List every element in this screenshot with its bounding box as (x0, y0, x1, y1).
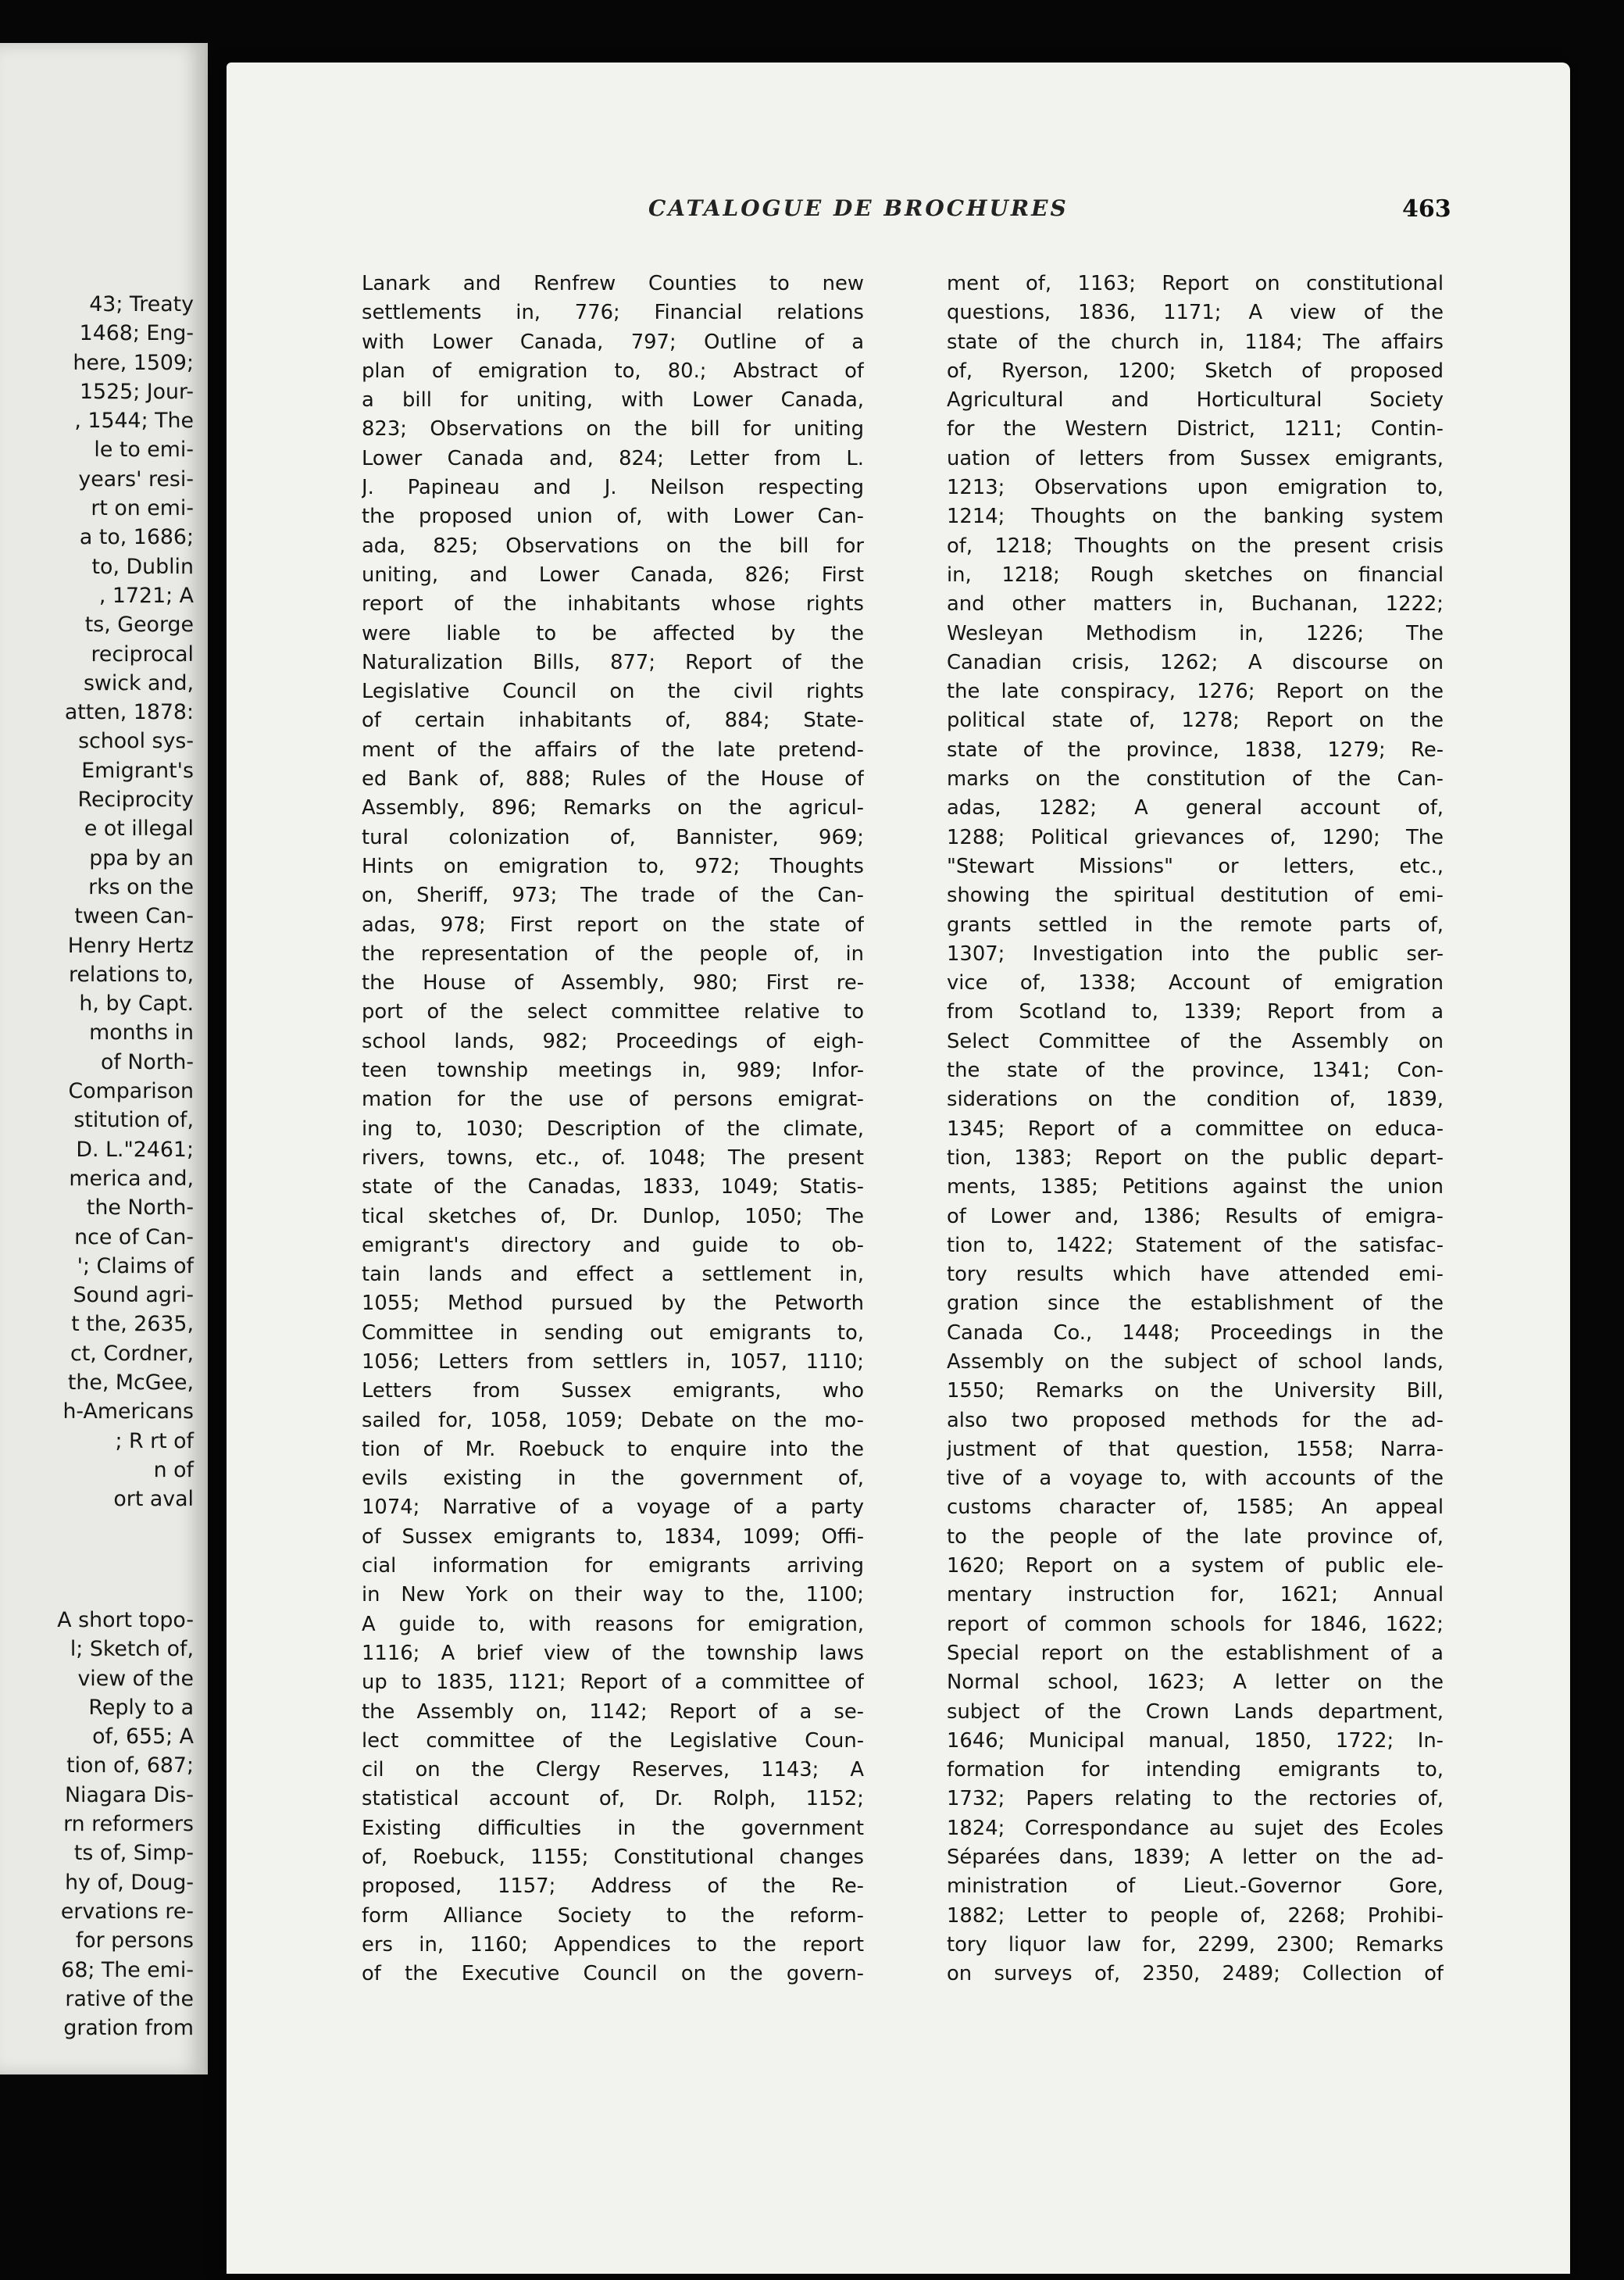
text-line: Committee in sending out emigrants to, (362, 1320, 864, 1345)
text-line: Lanark and Renfrew Counties to new (362, 272, 864, 295)
text-line: with Lower Canada, 797; Outline of a (362, 330, 864, 354)
text-line: 1345; Report of a committee on educa- (947, 1117, 1444, 1141)
text-line: on, Sheriff, 973; The trade of the Can- (362, 884, 864, 908)
text-line: 1468; Eng- (79, 321, 194, 346)
text-line: ing to, 1030; Description of the climate, (362, 1117, 864, 1141)
text-line: ts of, Simp- (73, 1841, 194, 1866)
text-line: school lands, 982; Proceedings of eigh- (362, 1029, 864, 1053)
text-line: e ot illegal (84, 817, 194, 842)
text-line: ppa by an (89, 845, 194, 870)
text-line: vice of, 1338; Account of emigration (947, 971, 1444, 995)
text-line: a to, 1686; (79, 525, 194, 550)
text-line: tion to, 1422; Statement of the satisfac- (947, 1233, 1444, 1257)
text-line: uniting, and Lower Canada, 826; First (362, 563, 864, 587)
text-line: tural colonization of, Bannister, 969; (362, 825, 864, 849)
text-line: ers in, 1160; Appendices to the report (362, 1932, 864, 1957)
text-line: for the Western District, 1211; Contin- (947, 417, 1444, 441)
text-line: tion of, 687; (66, 1753, 194, 1778)
text-line: ts, George (84, 613, 194, 638)
text-line: emigrant's directory and guide to ob- (362, 1233, 864, 1257)
text-line: Lower Canada and, 824; Letter from L. (362, 446, 864, 470)
text-line: mation for the use of persons emigrat- (362, 1088, 864, 1112)
text-line: , 1544; The (74, 409, 194, 434)
text-line: cil on the Clergy Reserves, 1143; A (362, 1758, 864, 1782)
text-line: 1550; Remarks on the University Bill, (947, 1379, 1444, 1403)
text-line: state of the church in, 1184; The affairs (947, 330, 1444, 354)
text-line: to, Dublin (91, 554, 194, 579)
text-line: Séparées dans, 1839; A letter on the ad- (947, 1846, 1444, 1870)
left-page-text-column-lower (0, 1606, 194, 2042)
page-number: 463 (1402, 195, 1451, 223)
text-line: gration from (63, 2016, 194, 2041)
text-line: , 1721; A (98, 583, 194, 608)
text-line: sailed for, 1058, 1059; Debate on the mo- (362, 1408, 864, 1432)
text-line: the Assembly on, 1142; Report of a se- (362, 1699, 864, 1724)
text-line: customs character of, 1585; An appeal (947, 1496, 1444, 1520)
text-line: reciprocal (91, 641, 194, 666)
text-line: cial information for emigrants arriving (362, 1554, 864, 1578)
text-line: gration since the establishment of the (947, 1292, 1444, 1316)
text-line: statistical account of, Dr. Rolph, 1152; (362, 1787, 864, 1811)
text-line: siderations on the condition of, 1839, (947, 1088, 1444, 1112)
text-line: ministration of Lieut.-Governor Gore, (947, 1874, 1444, 1899)
text-line: J. Papineau and J. Neilson respecting (362, 476, 864, 500)
text-line: adas, 978; First report on the state of (362, 913, 864, 937)
text-line: rks on the (88, 874, 194, 899)
text-line: tween Can- (74, 904, 194, 929)
text-line: A short topo- (57, 1608, 194, 1632)
text-line: Special report on the establishment of a (947, 1641, 1444, 1665)
text-line: on surveys of, 2350, 2489; Collection of (947, 1962, 1444, 1986)
text-line: stitution of, (73, 1108, 194, 1133)
text-line: the representation of the people of, in (362, 942, 864, 966)
text-line: nce of Can- (74, 1224, 194, 1249)
text-line: showing the spiritual destitution of emi- (947, 884, 1444, 908)
text-line: state of the Canadas, 1833, 1049; Statis- (362, 1175, 864, 1199)
text-line: 1055; Method pursued by the Petworth (362, 1292, 864, 1316)
left-page-text-column (0, 290, 194, 1513)
text-line: port of the select committee relative to (362, 1000, 864, 1024)
text-line: 1646; Municipal manual, 1850, 1722; In- (947, 1728, 1444, 1753)
text-line: l; Sketch of, (70, 1637, 194, 1662)
text-line: of the Executive Council on the govern- (362, 1962, 864, 1986)
text-line: Select Committee of the Assembly on (947, 1029, 1444, 1053)
text-line: tain lands and effect a settlement in, (362, 1263, 864, 1287)
text-line: rn reformers (63, 1812, 194, 1837)
text-line: 1056; Letters from settlers in, 1057, 1110; (362, 1349, 864, 1374)
text-line: grants settled in the remote parts of, (947, 913, 1444, 937)
text-line: tive of a voyage to, with accounts of the (947, 1467, 1444, 1491)
text-line: relations to, (68, 962, 194, 987)
text-line: 1525; Jour- (80, 379, 194, 404)
text-line: Wesleyan Methodism in, 1226; The (947, 621, 1444, 645)
text-line: months in (89, 1020, 194, 1045)
text-line: Normal school, 1623; A letter on the (947, 1671, 1444, 1695)
text-line: tory liquor law for, 2299, 2300; Remarks (947, 1932, 1444, 1957)
text-line: years' resi- (78, 466, 194, 491)
text-line: atten, 1878: (64, 700, 194, 725)
text-line: tical sketches of, Dr. Dunlop, 1050; The (362, 1204, 864, 1228)
text-line: school sys- (78, 729, 194, 754)
left-facing-page (0, 43, 208, 2075)
text-line: Naturalization Bills, 877; Report of the (362, 650, 864, 674)
text-line: h-Americans (62, 1399, 194, 1424)
text-line: 1620; Report on a system of public ele- (947, 1554, 1444, 1578)
text-line: Agricultural and Horticultural Society (947, 388, 1444, 413)
text-line: political state of, 1278; Report on the (947, 709, 1444, 733)
text-column-left (362, 270, 864, 1989)
text-line: n of (153, 1457, 194, 1482)
text-line: 823; Observations on the bill for uniting (362, 417, 864, 441)
text-line: ; R rt of (115, 1428, 194, 1453)
text-line: report of the inhabitants whose rights (362, 592, 864, 616)
text-line: report of common schools for 1846, 1622; (947, 1612, 1444, 1636)
text-line: 1307; Investigation into the public ser- (947, 942, 1444, 966)
text-line: mentary instruction for, 1621; Annual (947, 1583, 1444, 1607)
text-line: merica and, (69, 1166, 194, 1191)
text-line: a bill for uniting, with Lower Canada, (362, 388, 864, 413)
text-line: the proposed union of, with Lower Can- (362, 505, 864, 529)
text-line: questions, 1836, 1171; A view of the (947, 301, 1444, 325)
text-line: the, McGee, (67, 1370, 194, 1395)
text-line: ct, Cordner, (70, 1341, 194, 1366)
text-line: ort aval (113, 1487, 194, 1512)
text-line: settlements in, 776; Financial relations (362, 301, 864, 325)
text-line: t the, 2635, (71, 1312, 194, 1337)
text-line: 1213; Observations upon emigration to, (947, 476, 1444, 500)
text-line: of certain inhabitants of, 884; State- (362, 709, 864, 733)
text-line: form Alliance Society to the reform- (362, 1903, 864, 1928)
text-line: Niagara Dis- (64, 1782, 194, 1807)
text-line: the House of Assembly, 980; First re- (362, 971, 864, 995)
text-line: view of the (77, 1666, 194, 1691)
text-line: Letters from Sussex emigrants, who (362, 1379, 864, 1403)
text-line: swick and, (83, 670, 194, 695)
text-line: Emigrant's (81, 758, 194, 783)
text-line: tion of Mr. Roebuck to enquire into the (362, 1437, 864, 1461)
text-line: ments, 1385; Petitions against the union (947, 1175, 1444, 1199)
text-line: ment of the affairs of the late pretend- (362, 738, 864, 762)
text-line: 68; The emi- (61, 1957, 194, 1982)
text-line: Reciprocity (77, 788, 194, 813)
text-line: formation for intending emigrants to, (947, 1758, 1444, 1782)
text-line: le to emi- (94, 438, 194, 463)
text-line: ada, 825; Observations on the bill for (362, 534, 864, 558)
text-line: lect committee of the Legislative Coun- (362, 1728, 864, 1753)
text-line: proposed, 1157; Address of the Re- (362, 1874, 864, 1899)
text-line: subject of the Crown Lands department, (947, 1699, 1444, 1724)
text-line: tory results which have attended emi- (947, 1263, 1444, 1287)
text-line: of, 655; A (92, 1724, 194, 1749)
text-line: the North- (86, 1195, 194, 1220)
text-line: Canada Co., 1448; Proceedings in the (947, 1320, 1444, 1345)
text-line: of Lower and, 1386; Results of emigra- (947, 1204, 1444, 1228)
text-line: here, 1509; (73, 350, 194, 375)
text-line: "Stewart Missions" or letters, etc., (947, 854, 1444, 878)
text-line: ervations re- (60, 1899, 194, 1924)
text-line: of, 1218; Thoughts on the present crisis (947, 534, 1444, 558)
text-line: Hints on emigration to, 972; Thoughts (362, 854, 864, 878)
text-line: the late conspiracy, 1276; Report on the (947, 680, 1444, 704)
catalogue-page (227, 63, 1570, 2274)
text-line: up to 1835, 1121; Report of a committee of (362, 1671, 864, 1695)
text-line: A guide to, with reasons for emigration, (362, 1612, 864, 1636)
running-title: CATALOGUE DE BROCHURES (648, 195, 1069, 221)
text-line: justment of that question, 1558; Narra- (947, 1437, 1444, 1461)
text-line: also two proposed methods for the ad- (947, 1408, 1444, 1432)
text-line: marks on the constitution of the Can- (947, 767, 1444, 792)
text-line: were liable to be affected by the (362, 621, 864, 645)
text-line: 1824; Correspondance au sujet des Ecoles (947, 1816, 1444, 1840)
text-line: Legislative Council on the civil rights (362, 680, 864, 704)
text-line: to the people of the late province of, (947, 1524, 1444, 1549)
text-line: 1214; Thoughts on the banking system (947, 505, 1444, 529)
text-line: tion, 1383; Report on the public depart- (947, 1145, 1444, 1170)
text-line: h, by Capt. (79, 992, 194, 1017)
text-line: teen township meetings in, 989; Infor- (362, 1059, 864, 1083)
text-line: in New York on their way to the, 1100; (362, 1583, 864, 1607)
text-line: ment of, 1163; Report on constitutional (947, 272, 1444, 295)
text-line: Comparison (68, 1079, 194, 1104)
text-line: '; Claims of (77, 1253, 194, 1278)
text-line: 1732; Papers relating to the rectories of, (947, 1787, 1444, 1811)
text-column-right (947, 270, 1444, 1989)
text-line: Sound agri- (73, 1283, 194, 1308)
text-line: Existing difficulties in the government (362, 1816, 864, 1840)
text-line: hy of, Doug- (65, 1870, 194, 1895)
text-line: the state of the province, 1341; Con- (947, 1059, 1444, 1083)
text-line: 1288; Political grievances of, 1290; The (947, 825, 1444, 849)
text-line: for persons (75, 1928, 194, 1953)
text-line: 1882; Letter to people of, 2268; Prohibi- (947, 1903, 1444, 1928)
text-line: rivers, towns, etc., of. 1048; The present (362, 1145, 864, 1170)
text-line: rt on emi- (91, 496, 194, 521)
text-line: of, Roebuck, 1155; Constitutional changes (362, 1846, 864, 1870)
text-line: from Scotland to, 1339; Report from a (947, 1000, 1444, 1024)
text-line: evils existing in the government of, (362, 1467, 864, 1491)
text-line: and other matters in, Buchanan, 1222; (947, 592, 1444, 616)
text-line: 1074; Narrative of a voyage of a party (362, 1496, 864, 1520)
text-line: state of the province, 1838, 1279; Re- (947, 738, 1444, 762)
text-line: 1116; A brief view of the township laws (362, 1641, 864, 1665)
text-line: Henry Hertz (67, 933, 194, 958)
text-line: Canadian crisis, 1262; A discourse on (947, 650, 1444, 674)
text-line: adas, 1282; A general account of, (947, 796, 1444, 820)
text-line: of North- (101, 1049, 194, 1074)
text-line: rative of the (65, 1986, 194, 2011)
text-line: of Sussex emigrants to, 1834, 1099; Offi- (362, 1524, 864, 1549)
text-line: Assembly on the subject of school lands, (947, 1349, 1444, 1374)
text-line: ed Bank of, 888; Rules of the House of (362, 767, 864, 792)
text-line: of, Ryerson, 1200; Sketch of proposed (947, 359, 1444, 383)
text-line: Reply to a (88, 1695, 194, 1720)
text-line: Assembly, 896; Remarks on the agricul- (362, 796, 864, 820)
text-line: in, 1218; Rough sketches on financial (947, 563, 1444, 587)
text-line: uation of letters from Sussex emigrants, (947, 446, 1444, 470)
text-line: D. L."2461; (76, 1137, 194, 1162)
text-line: 43; Treaty (89, 292, 194, 316)
text-line: plan of emigration to, 80.; Abstract of (362, 359, 864, 383)
